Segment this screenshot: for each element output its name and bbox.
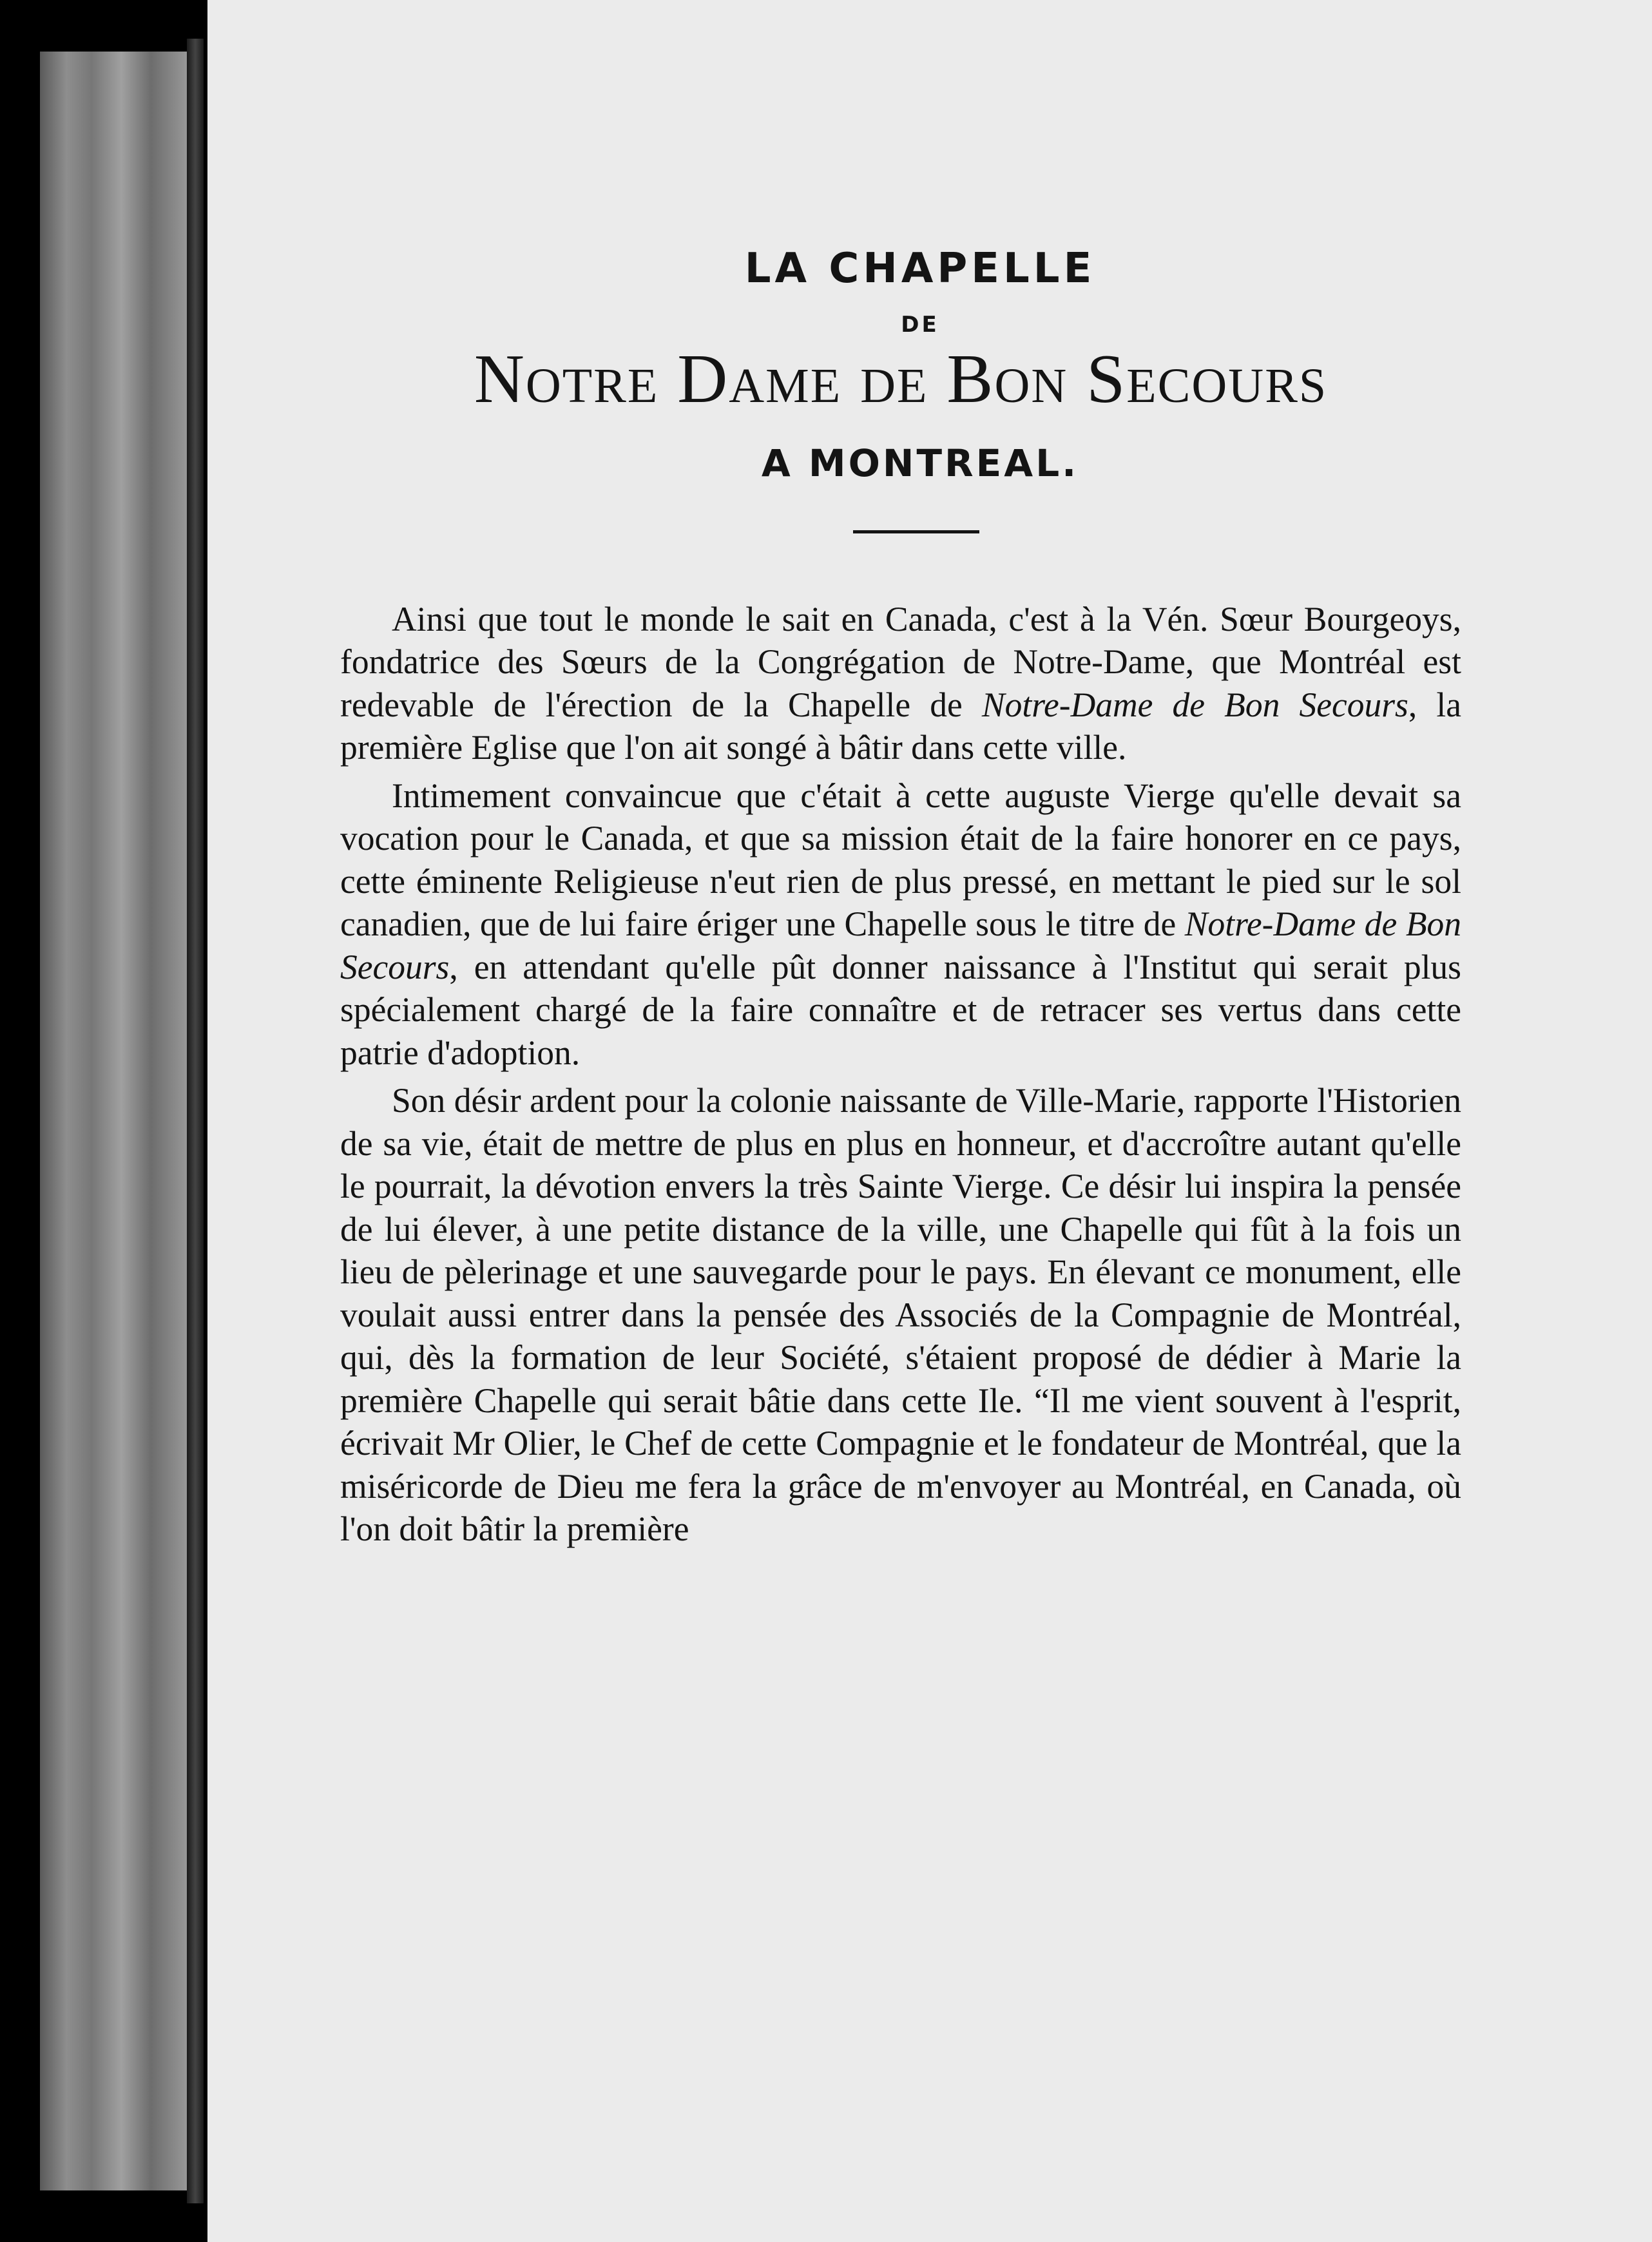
title-line-montreal: A MONTREAL.: [761, 441, 1079, 485]
title-line-de: DE: [901, 312, 939, 338]
paragraph-1-text-b: , la première Eglise que l'on ait songé à bâtir dans cette ville.: [340, 685, 1461, 767]
paragraph-2-chapel-name: Notre-Dame de Bon Secours: [340, 905, 1461, 986]
paragraph-3: [340, 1079, 1461, 1551]
body-text: [340, 598, 1461, 1551]
page-title: Notre Dame de Bon Secours: [474, 341, 1328, 417]
paragraph-1-text-a: Ainsi que tout le monde le sait en Canada, c'est à la Vén. Sœur Bourgeoys, fondatrice des Sœurs de la Congrégation de Notre-Dame, que Montréal est redevable de l'érection de la Chapelle de: [340, 599, 1461, 724]
title-line-chapelle: LA CHAPELLE: [744, 245, 1096, 292]
paragraph-2-text-a: Intimement convaincue que c'était à cette auguste Vierge qu'elle devait sa vocation pour le Canada, et que sa mission était de la faire honorer en ce pays, cette éminente Religieuse n'eut rien de plus pressé, en mettant le pied sur le sol canadien, que de lui faire ériger une Chapelle sous le titre de: [340, 776, 1461, 944]
paragraph-2-text-b: , en attendant qu'elle pût donner naissance à l'Institut qui serait plus spécialement chargé de la faire connaître et de retracer ses vertus dans cette patrie d'adoption.: [340, 947, 1461, 1072]
paragraph-3-text: Son désir ardent pour la colonie naissante de Ville-Marie, rapporte l'Historien de sa vie, était de mettre de plus en plus en honneur, et d'accroître autant qu'elle le pourrait, la dévotion envers la très Sainte Vierge. Ce désir lui inspira la pensée de lui élever, à une petite distance de la ville, une Chapelle qui fût à la fois un lieu de pèlerinage et une sauvegarde pour le pays. En élevant ce monument, elle voulait aussi entrer dans la pensée des Associés de la Compagnie de Montréal, qui, dès la formation de leur Société, s'étaient proposé de dédier à Marie la première Chapelle qui serait bâtie dans cette Ile. “Il me vient souvent à l'esprit, écrivait Mr Olier, le Chef de cette Compagnie et le fondateur de Montréal, que la miséricorde de Dieu me fera la grâce de m'envoyer au Montréal, en Canada, où l'on doit bâtir la première: [340, 1081, 1461, 1549]
page-gutter-edge: [187, 39, 204, 2203]
book-page: [207, 0, 1652, 2242]
title-divider-rule: [853, 530, 979, 533]
paragraph-1: [340, 598, 1461, 769]
paragraph-1-chapel-name: Notre-Dame de Bon Secours: [981, 685, 1408, 724]
page-text-block: [340, 232, 1461, 1551]
paragraph-2: [340, 774, 1461, 1075]
book-spine: [40, 52, 188, 2190]
